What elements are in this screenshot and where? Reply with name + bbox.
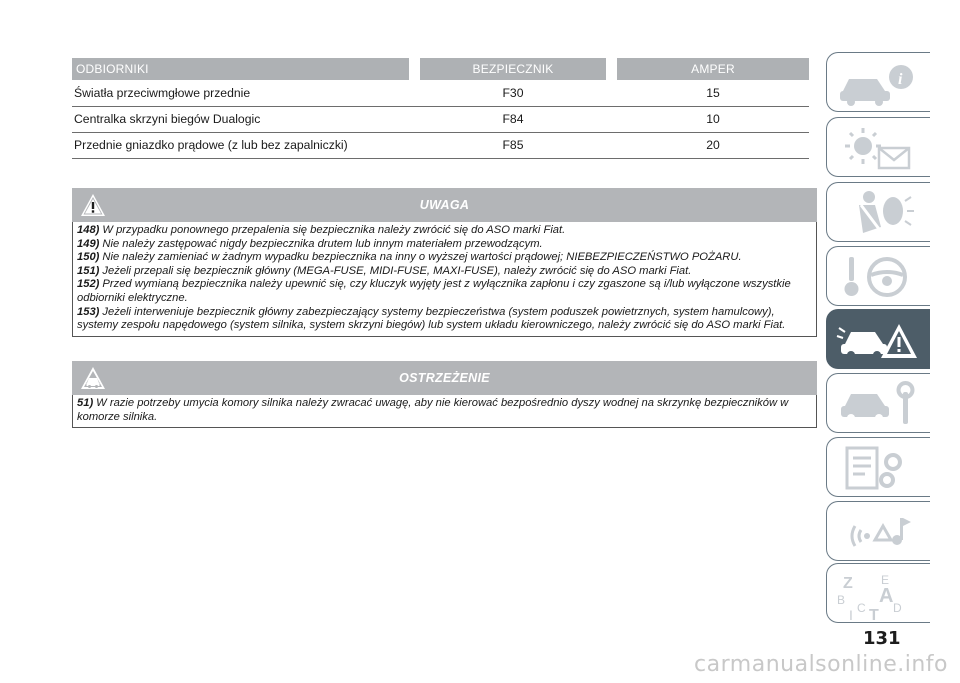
- tab-maintenance[interactable]: [826, 373, 930, 433]
- multimedia-icon: [835, 506, 925, 558]
- table-header-row: [72, 58, 809, 80]
- table-row: [72, 106, 809, 132]
- tab-driving[interactable]: [826, 246, 930, 306]
- table-cell-amper: 15: [617, 80, 809, 106]
- table-cell-amper: 10: [617, 106, 809, 132]
- caution-box: [72, 188, 817, 337]
- car-lift-icon: [80, 365, 106, 391]
- index-letters-icon: [835, 568, 925, 624]
- table-cell-fuse: F30: [420, 80, 606, 106]
- car-info-icon: [835, 57, 925, 109]
- page-number: 131: [863, 628, 901, 649]
- column-header-receivers: ODBIORNIKI: [72, 58, 409, 80]
- svg-text:D: D: [893, 601, 902, 615]
- warning-title: OSTRZEŻENIE: [399, 371, 490, 385]
- svg-text:E: E: [881, 573, 890, 587]
- column-header-amper: AMPER: [617, 58, 809, 80]
- svg-text:Z: Z: [843, 575, 853, 592]
- note-item: 51) W razie potrzeby umycia komory silnika należy zwracać uwagę, aby nie kierować bezpośrednio dyszy wodnej na skrzynkę bezpieczników w komorze silnika.: [77, 397, 789, 423]
- tab-emergency[interactable]: [826, 309, 930, 369]
- caution-title: UWAGA: [419, 198, 470, 212]
- tab-index[interactable]: [826, 563, 930, 623]
- table-cell-fuse: F85: [420, 132, 606, 158]
- table-row: [72, 80, 809, 106]
- note-item: 150) Nie należy zamieniać w żadnym wypadku bezpiecznika na inny o wyższej wartości prądowej; NIEBEZPIECZEŃSTWO POŻARU.: [77, 251, 742, 264]
- caution-header: [72, 188, 817, 222]
- table-cell-amper: 20: [617, 132, 809, 158]
- svg-text:A: A: [879, 585, 894, 607]
- fuse-table: [72, 58, 809, 159]
- warning-notes: [72, 395, 817, 428]
- svg-text:I: I: [849, 607, 853, 623]
- tab-warning-lights[interactable]: [826, 117, 930, 177]
- seatbelt-airbag-icon: [835, 187, 925, 239]
- note-item: 152) Przed wymianą bezpiecznika należy upewnić się, czy kluczyk wyjęty jest z wyłącznika zapłonu i czy zgaszone są i/lub wyłączone wszystkie odbiorniki elektryczne.: [77, 278, 791, 304]
- car-wrench-icon: [835, 378, 925, 430]
- watermark: carmanualsonline.info: [694, 652, 948, 677]
- svg-text:i: i: [898, 71, 903, 88]
- table-cell-receiver: Światła przeciwmgłowe przednie: [72, 80, 409, 106]
- car-emergency-icon: [835, 314, 925, 366]
- warning-box: [72, 361, 817, 428]
- tab-multimedia[interactable]: [826, 501, 930, 561]
- caution-notes: [72, 222, 817, 337]
- note-item: 148) W przypadku ponownego przepalenia się bezpiecznika należy zwrócić się do ASO marki Fiat.: [77, 224, 566, 236]
- table-cell-receiver: Przednie gniazdko prądowe (z lub bez zapalniczki): [72, 132, 409, 158]
- svg-text:C: C: [857, 601, 866, 615]
- warning-light-envelope-icon: [835, 122, 925, 174]
- specs-gear-icon: [835, 442, 925, 494]
- note-item: 153) Jeżeli interweniuje bezpiecznik główny zabezpieczający systemy bezpieczeństwa (system poduszek powietrznych, system hamulcowy), systemy zespołu napędowego (system silnika, system skrzyni biegów) lub system układu kierowniczego, należy zwrócić się do ASO marki Fiat.: [77, 305, 786, 332]
- warning-triangle-icon: [80, 192, 106, 218]
- tab-car-info[interactable]: [826, 52, 930, 112]
- table-cell-fuse: F84: [420, 106, 606, 132]
- svg-text:T: T: [869, 607, 879, 624]
- note-item: 151) Jeżeli przepali się bezpiecznik główny (MEGA-FUSE, MIDI-FUSE, MAXI-FUSE), należy zwrócić się do ASO marki Fiat.: [77, 264, 692, 277]
- key-steering-wheel-icon: [835, 251, 925, 303]
- warning-header: [72, 361, 817, 395]
- table-row: [72, 132, 809, 158]
- column-header-fuse: BEZPIECZNIK: [420, 58, 606, 80]
- tab-specs[interactable]: [826, 437, 930, 497]
- tab-safety[interactable]: [826, 182, 930, 242]
- svg-text:B: B: [837, 593, 846, 607]
- note-item: 149) Nie należy zastępować nigdy bezpiecznika drutem lub innym materiałem przewodzącym.: [77, 237, 543, 250]
- table-cell-receiver: Centralka skrzyni biegów Dualogic: [72, 106, 409, 132]
